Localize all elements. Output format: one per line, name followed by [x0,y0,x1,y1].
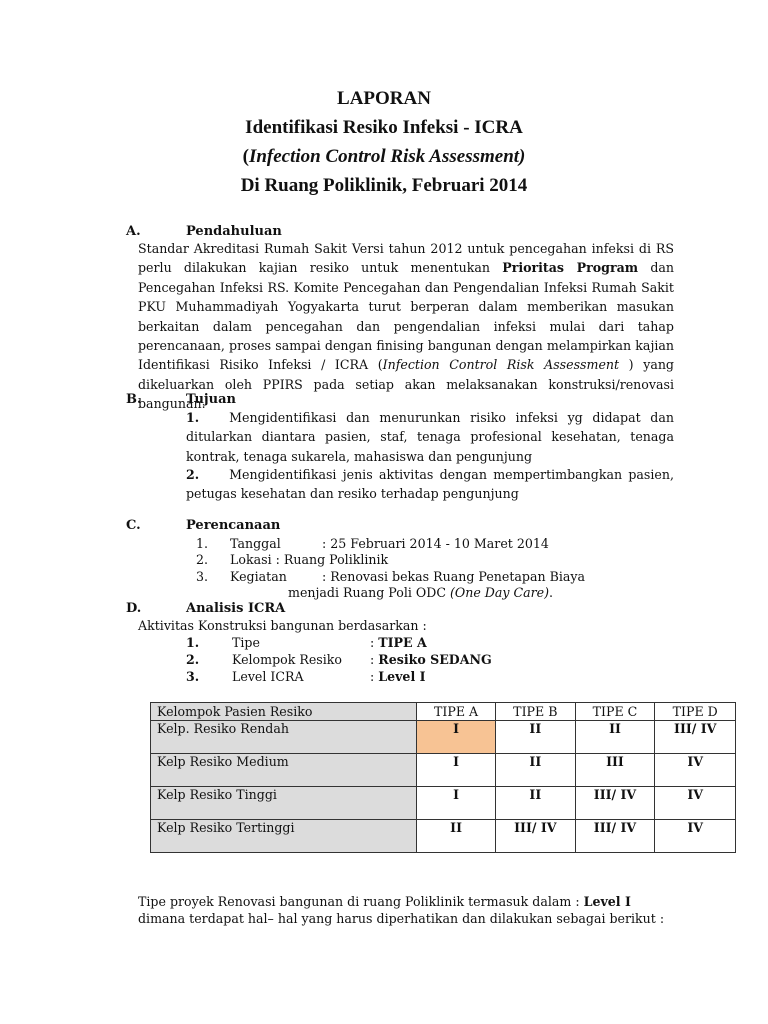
plan-item: 1. Tanggal : 25 Februari 2014 - 10 Maret 2014 [196,536,549,551]
section-d-heading: Analisis ICRA [186,601,286,616]
section-b-heading: Tujuan [186,392,236,407]
closing-line-2: dimana terdapat hal– hal yang harus diperhatikan dan dilakukan sebagai berikut : [138,911,665,926]
table-cell: III/ IV [655,721,736,754]
plan-item: 2. Lokasi : Ruang Poliklinik [196,552,389,567]
goal-item: 1. Mengidentifikasi dan menurunkan risiko infeksi yg didapat dan ditularkan diantara pasien, staf, tenaga profesional kesehatan, tenaga kontrak, tenaga sukarela, mahasiswa dan pengunjung [186,410,674,464]
row-label: Kelp Resiko Tinggi [151,787,417,820]
table-row [151,820,736,853]
analysis-item: 3. Level ICRA : Level I [186,669,426,684]
table-cell: II [575,721,655,754]
table-row [151,721,736,754]
title-location-date: Di Ruang Poliklinik, Februari 2014 [240,175,528,196]
table-cell: II [496,754,575,787]
title-subject: Identifikasi Resiko Infeksi - ICRA [245,117,523,138]
table-cell: IV [655,787,736,820]
icra-matrix-table [150,702,736,853]
goal-item: 2. Mengidentifikasi jenis aktivitas dengan mempertimbangkan pasien, petugas kesehatan dan resiko terhadap pengunjung [186,467,674,502]
row-label: Kelp. Resiko Rendah [151,721,417,754]
table-header-cell: Kelompok Pasien Resiko [151,703,417,721]
table-cell: III [575,754,655,787]
section-c-heading: Perencanaan [186,518,281,533]
analysis-intro: Aktivitas Konstruksi bangunan berdasarkan : [138,618,427,633]
table-cell: III/ IV [575,820,655,853]
row-label: Kelp Resiko Tertinggi [151,820,417,853]
analysis-item: 1. Tipe : TIPE A [186,635,427,650]
section-c-letter: C. [126,518,141,533]
section-b-letter: B. [126,392,142,407]
table-cell-highlighted: I [417,721,496,754]
table-header-cell: TIPE D [655,703,736,721]
plan-item-continuation: menjadi Ruang Poli ODC (One Day Care). [288,585,554,600]
title-english: (Infection Control Risk Assessment) [242,146,526,167]
table-cell: II [417,820,496,853]
table-cell: IV [655,754,736,787]
table-header-cell: TIPE A [417,703,496,721]
title-block [0,84,768,200]
title-laporan: LAPORAN [337,88,431,109]
table-cell: II [496,721,575,754]
table-cell: IV [655,820,736,853]
table-cell: I [417,787,496,820]
table-cell: II [496,787,575,820]
section-d-letter: D. [126,601,142,616]
table-cell: III/ IV [575,787,655,820]
table-row [151,754,736,787]
table-cell: I [417,754,496,787]
section-a-heading: Pendahuluan [186,224,282,239]
plan-item: 3. Kegiatan : Renovasi bekas Ruang Penetapan Biaya [196,569,586,584]
table-header-row [151,703,736,721]
table-header-cell: TIPE B [496,703,575,721]
table-header-cell: TIPE C [575,703,655,721]
analysis-item: 2. Kelompok Resiko : Resiko SEDANG [186,652,492,667]
section-a-paragraph: Standar Akreditasi Rumah Sakit Versi tahun 2012 untuk pencegahan infeksi di RS perlu dilakukan kajian resiko untuk menentukan Prioritas Program dan Pencegahan Infeksi RS. Komite Pencegahan dan Pengendalian Infeksi Rumah Sakit PKU Muhammadiyah Yogyakarta turut berperan dalam memberikan masukan berkaitan dalam pencegahan dan pengendalian infeksi mulai dari tahap perencanaan, proses sampai dengan finising bangunan dengan melampirkan kajian Identifikasi Risiko Infeksi / ICRA (Infection Control Risk Assessment ) yang dikeluarkan oleh PPIRS pada setiap akan melaksanakan konstruksi/renovasi bangunan. [138,241,674,412]
closing-line-1: Tipe proyek Renovasi bangunan di ruang Poliklinik termasuk dalam : Level I [138,894,631,909]
table-row [151,787,736,820]
row-label: Kelp Resiko Medium [151,754,417,787]
section-a-letter: A. [126,224,141,239]
table-cell: III/ IV [496,820,575,853]
